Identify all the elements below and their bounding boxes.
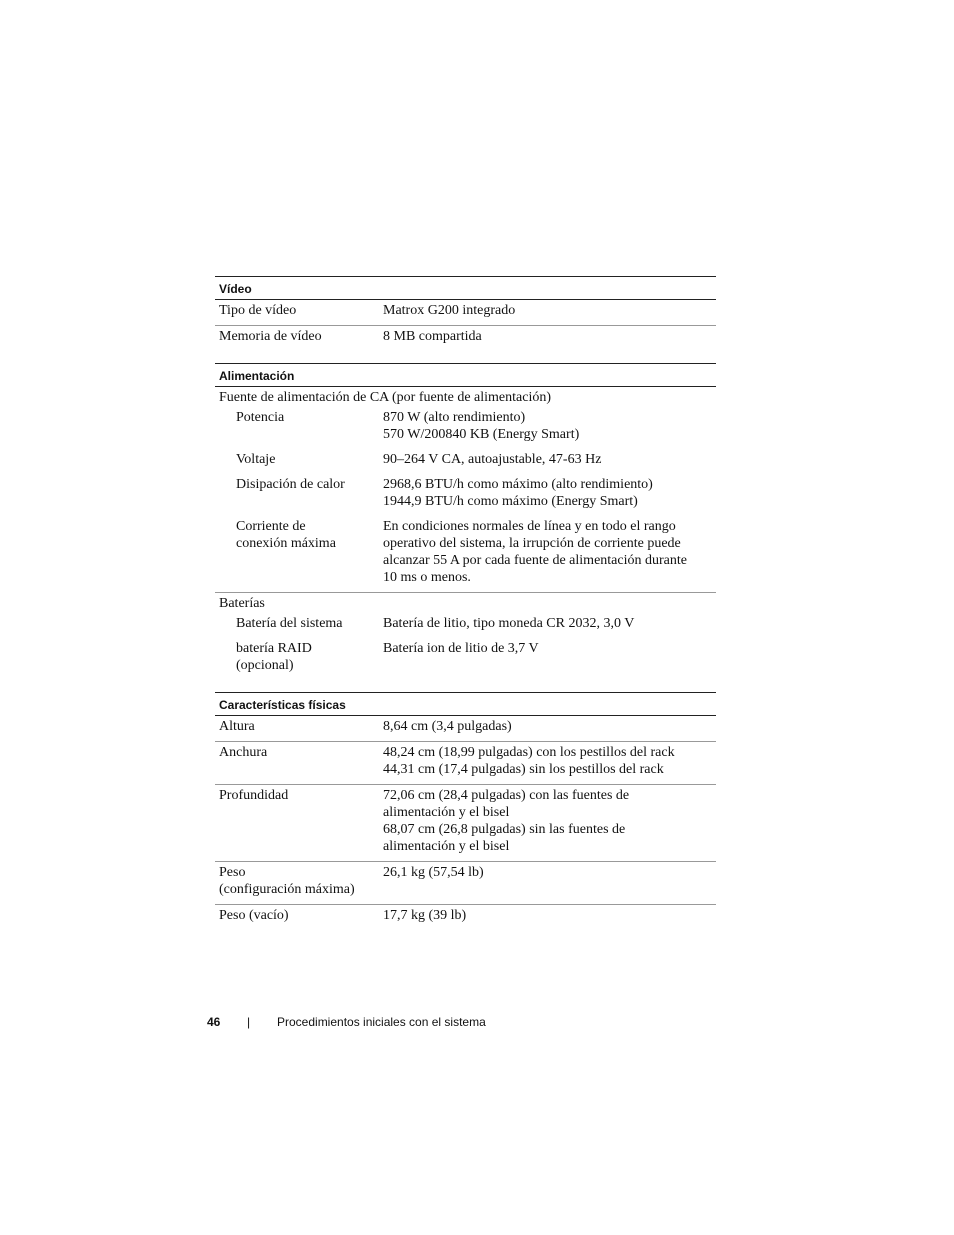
value-line: alimentación y el bisel <box>383 839 510 854</box>
table-row <box>215 862 716 905</box>
row-value: Matrox G200 integrado <box>383 303 516 318</box>
section-title-video: Vídeo <box>215 276 716 300</box>
section-title-physical: Características físicas <box>215 692 716 716</box>
value-line: operativo del sistema, la irrupción de corriente puede <box>383 536 681 551</box>
spacer <box>215 351 716 363</box>
value-line: 870 W (alto rendimiento) <box>383 410 526 425</box>
row-label: Altura <box>219 719 255 734</box>
table-row <box>215 638 716 680</box>
label-line: (configuración máxima) <box>219 882 355 897</box>
row-value <box>383 476 716 510</box>
row-value <box>383 518 716 586</box>
row-label <box>215 864 383 898</box>
chapter-title: Procedimientos iniciales con el sistema <box>277 1015 486 1029</box>
row-value <box>383 787 716 855</box>
row-value: 90–264 V CA, autoajustable, 47-63 Hz <box>383 452 602 467</box>
value-line: alimentación y el bisel <box>383 805 510 820</box>
table-row <box>215 716 716 742</box>
value-line: En condiciones normales de línea y en todo el rango <box>383 519 676 534</box>
row-value: 17,7 kg (39 lb) <box>383 908 467 923</box>
row-label: Anchura <box>219 745 268 760</box>
label-line: conexión máxima <box>236 536 336 551</box>
value-line: 68,07 cm (26,8 pulgadas) sin las fuentes de <box>383 822 626 837</box>
table-row <box>215 449 716 474</box>
row-value: 8 MB compartida <box>383 329 482 344</box>
section-title-power: Alimentación <box>215 363 716 387</box>
table-row <box>215 407 716 449</box>
spacer <box>215 680 716 692</box>
label-line: Peso <box>219 865 246 880</box>
value-line: 48,24 cm (18,99 pulgadas) con los pestillos del rack <box>383 745 675 760</box>
row-value <box>383 409 716 443</box>
table-row <box>215 785 716 862</box>
table-row <box>215 387 716 407</box>
label-line: Corriente de <box>236 519 306 534</box>
row-value: Batería ion de litio de 3,7 V <box>383 641 539 656</box>
table-row <box>215 326 716 351</box>
table-row <box>215 742 716 785</box>
ac-supply-heading: Fuente de alimentación de CA (por fuente de alimentación) <box>219 390 551 405</box>
value-line: 570 W/200840 KB (Energy Smart) <box>383 427 580 442</box>
value-line: 1944,9 BTU/h como máximo (Energy Smart) <box>383 494 638 509</box>
table-row <box>215 593 716 613</box>
row-label: Tipo de vídeo <box>219 303 297 318</box>
row-label: Batería del sistema <box>236 616 343 631</box>
row-label: Potencia <box>236 410 285 425</box>
row-value <box>383 744 716 778</box>
value-line: alcanzar 55 A por cada fuente de alimentación durante <box>383 553 687 568</box>
row-value: Batería de litio, tipo moneda CR 2032, 3,0 V <box>383 616 635 631</box>
row-label: Peso (vacío) <box>219 908 289 923</box>
value-line: 2968,6 BTU/h como máximo (alto rendimiento) <box>383 477 653 492</box>
row-label: Memoria de vídeo <box>219 329 322 344</box>
label-line: batería RAID <box>236 641 312 656</box>
label-line: (opcional) <box>236 658 294 673</box>
row-label <box>215 518 383 586</box>
value-line: 72,06 cm (28,4 pulgadas) con las fuentes de <box>383 788 630 803</box>
row-label: Voltaje <box>236 452 276 467</box>
page-number: 46 <box>207 1015 221 1029</box>
spec-table <box>215 276 716 930</box>
table-row <box>215 613 716 638</box>
value-line: 44,31 cm (17,4 pulgadas) sin los pestillos del rack <box>383 762 664 777</box>
row-label <box>215 640 383 674</box>
row-value: 8,64 cm (3,4 pulgadas) <box>383 719 512 734</box>
row-label: Profundidad <box>219 788 289 803</box>
row-value: 26,1 kg (57,54 lb) <box>383 865 484 880</box>
table-row <box>215 905 716 930</box>
row-label: Disipación de calor <box>236 477 345 492</box>
table-row <box>215 516 716 593</box>
table-row <box>215 474 716 516</box>
page-footer <box>207 1015 486 1029</box>
table-row <box>215 300 716 326</box>
footer-separator: | <box>247 1015 251 1029</box>
batteries-heading: Baterías <box>219 596 265 611</box>
value-line: 10 ms o menos. <box>383 570 471 585</box>
